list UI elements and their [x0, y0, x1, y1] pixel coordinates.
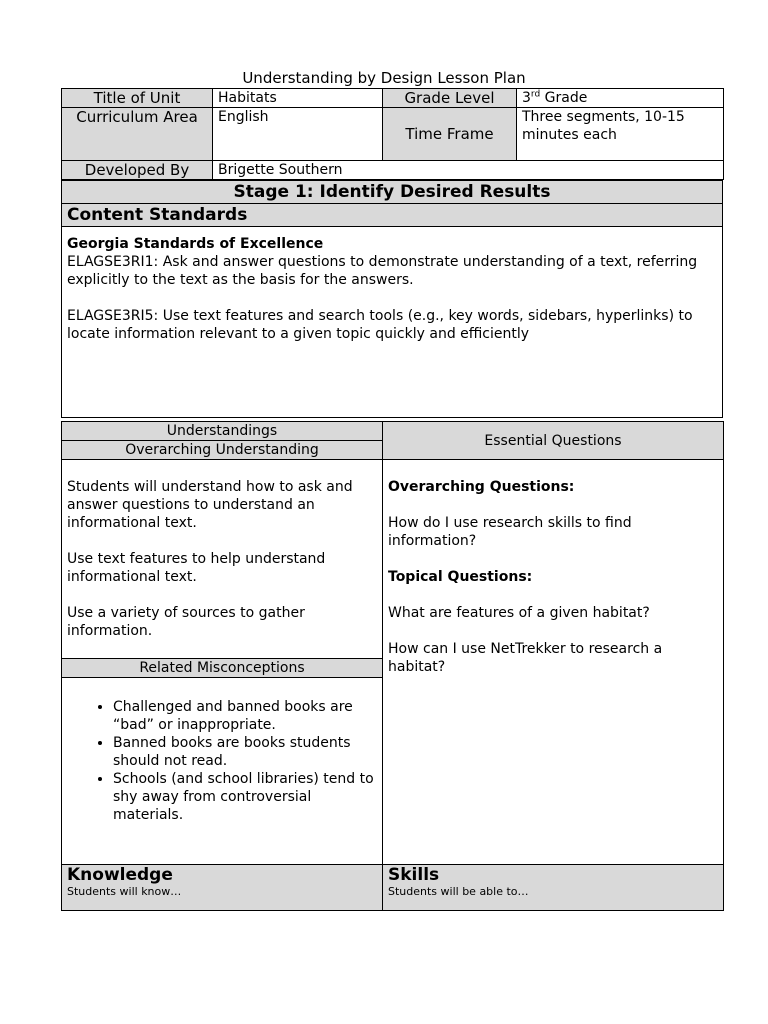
understanding-item: Use a variety of sources to gather information. [67, 605, 305, 639]
stage1-title: Stage 1: Identify Desired Results [62, 181, 723, 204]
grade-level-value [517, 89, 724, 108]
misconception-item: • Banned books are books students should not read. [113, 734, 377, 770]
understandings-questions-table [61, 421, 724, 911]
topical-questions-label: Topical Questions: [388, 569, 533, 585]
grade-level-number: 3 [522, 90, 531, 106]
overarching-questions-label: Overarching Questions: [388, 479, 575, 495]
misconceptions-body [62, 678, 383, 865]
misconception-item: • Schools (and school libraries) tend to shy away from controversial materials. [113, 770, 377, 824]
overarching-understanding-header: Overarching Understanding [62, 441, 383, 460]
knowledge-title: Knowledge [67, 865, 173, 885]
misconception-item: • Challenged and banned books are “bad” or inappropriate. [113, 698, 377, 734]
essential-questions-header: Essential Questions [383, 422, 724, 460]
skills-subtitle: Students will be able to… [388, 885, 529, 898]
developed-by-value: Brigette Southern [213, 161, 724, 180]
misconceptions-header: Related Misconceptions [62, 659, 383, 678]
topical-question: What are features of a given habitat? [388, 605, 650, 621]
curriculum-area-value: English [213, 108, 383, 161]
grade-level-suffix: rd [530, 89, 541, 100]
time-frame-value: Three segments, 10-15 minutes each [517, 108, 724, 161]
time-frame-label: Time Frame [383, 108, 517, 161]
developed-by-label: Developed By [62, 161, 213, 180]
standard-ri1: ELAGSE3RI1: Ask and answer questions to demonstrate understanding of a text, referring explicitly to the text as the basis for the answers. [67, 254, 698, 288]
understandings-header: Understandings [62, 422, 383, 441]
understanding-item: Students will understand how to ask and answer questions to understand an informational text. [67, 479, 353, 531]
skills-cell [383, 865, 724, 911]
content-standards-body [62, 227, 723, 418]
overarching-question: How do I use research skills to find information? [388, 515, 632, 549]
grade-level-label: Grade Level [383, 89, 517, 108]
standard-ri5: ELAGSE3RI5: Use text features and search tools (e.g., key words, sidebars, hyperlinks) to locate information relevant to a given topic quickly and efficiently [67, 308, 693, 342]
document-title: Understanding by Design Lesson Plan [242, 69, 526, 87]
title-of-unit-label: Title of Unit [62, 89, 213, 108]
understandings-body [62, 460, 383, 659]
skills-title: Skills [388, 865, 440, 885]
title-of-unit-value: Habitats [213, 89, 383, 108]
unit-info-table [61, 88, 724, 180]
content-standards-label: Content Standards [62, 204, 723, 227]
topical-question: How can I use NetTrekker to research a habitat? [388, 641, 663, 675]
essential-questions-body [383, 460, 724, 865]
misconceptions-list [67, 698, 377, 824]
stage1-table [61, 180, 723, 418]
knowledge-subtitle: Students will know… [67, 885, 182, 898]
knowledge-cell [62, 865, 383, 911]
grade-level-word: Grade [540, 90, 588, 106]
curriculum-area-label: Curriculum Area [62, 108, 213, 161]
gse-title: Georgia Standards of Excellence [67, 236, 324, 252]
understanding-item: Use text features to help understand informational text. [67, 551, 326, 585]
